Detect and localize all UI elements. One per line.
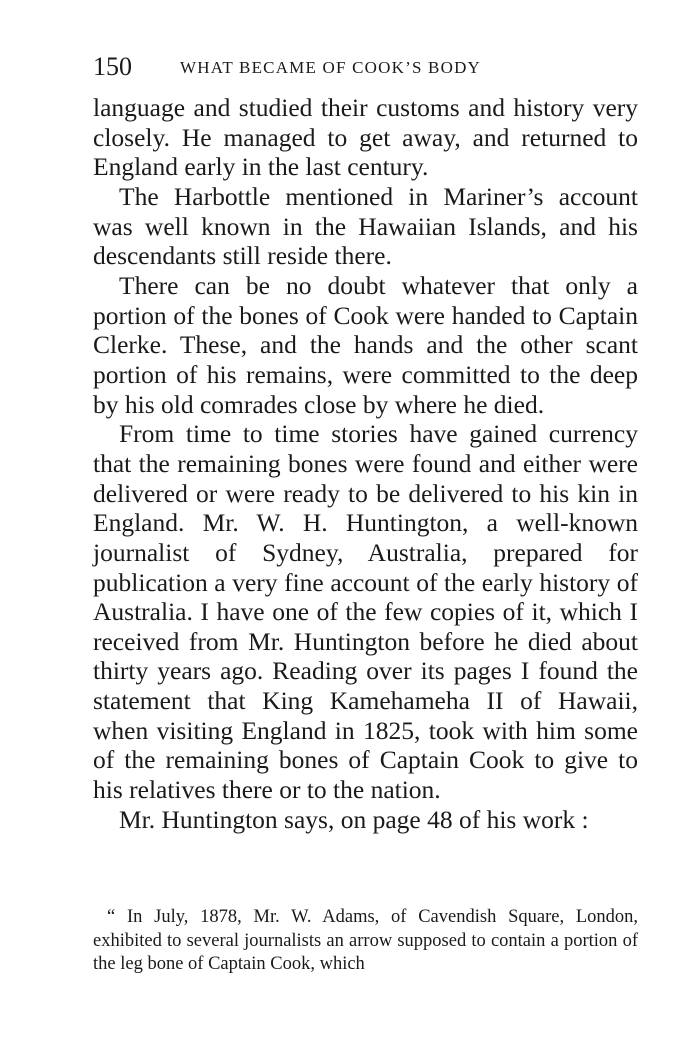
- paragraph-continuation: language and studied their customs and history very closely. He managed to get away, and returned to England early in the last century.: [93, 93, 638, 182]
- body-text: [93, 93, 638, 834]
- paragraph-bones-of-cook: There can be no doubt whatever that only a portion of the bones of Cook were handed to Captain Clerke. These, and the hands and the other scant portion of his remains, were committed to the deep by his old comrades close by where he died.: [93, 270, 638, 419]
- quoted-extract: “ In July, 1878, Mr. W. Adams, of Cavendish Square, London, exhibited to several journalists an arrow supposed to contain a portion of the leg bone of Captain Cook, which: [93, 907, 638, 974]
- running-title: WHAT BECAME OF COOK’S BODY: [180, 58, 482, 77]
- page-number: 150: [93, 52, 132, 81]
- paragraph-harbottle: The Harbottle mentioned in Mariner’s account was well known in the Hawaiian Islands, and his descendants still reside there.: [93, 181, 638, 271]
- paragraph-huntington-account: From time to time stories have gained currency that the remaining bones were found and either were delivered or were ready to be delivered to his kin in England. Mr. W. H. Huntington, a well-known journalist of Sydney, Australia, prepared for publication a very fine account of the early history of Australia. I have one of the few copies of it, which I received from Mr. Huntington before he died about thirty years ago. Reading over its pages I found the statement that King Kamehameha II of Hawaii, when visiting England in 1825, took with him some of the remaining bones of Captain Cook to give to his relatives there or to the nation.: [93, 419, 638, 805]
- paragraph-huntington-quote-intro: Mr. Huntington says, on page 48 of his work :: [119, 804, 589, 834]
- running-head: [93, 50, 638, 84]
